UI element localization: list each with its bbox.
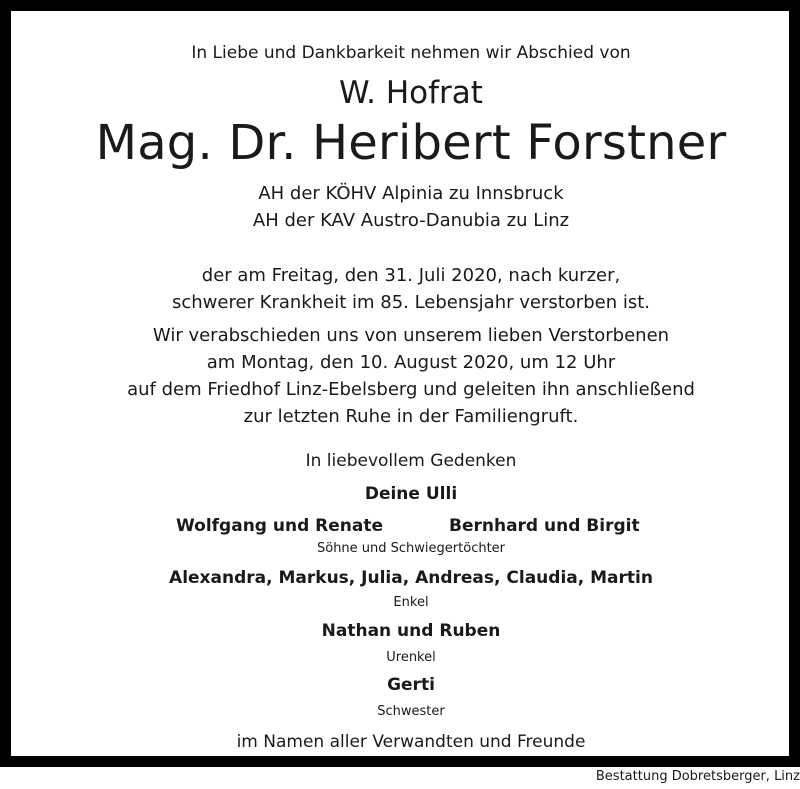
body-line: Wir verabschieden uns von unserem lieben Verstorbenen <box>152 325 670 346</box>
relation-label: Schwester <box>377 704 445 719</box>
intro-line: In Liebe und Dankbarkeit nehmen wir Abschied von <box>191 43 631 63</box>
body-line: am Montag, den 10. August 2020, um 12 Uhr <box>206 352 616 373</box>
relation-label: Söhne und Schwiegertöchter <box>316 541 506 556</box>
mourner-son-pair: Wolfgang und Renate <box>176 516 384 536</box>
body-line: der am Freitag, den 31. Juli 2020, nach kurzer, <box>201 265 621 286</box>
body-line: auf dem Friedhof Linz-Ebelsberg und geleiten ihn anschließend <box>127 379 695 400</box>
funeral-home-credit: Bestattung Dobretsberger, Linz <box>595 769 800 784</box>
body-line: schwerer Krankheit im 85. Lebensjahr verstorben ist. <box>171 292 650 313</box>
relation-label: Urenkel <box>386 650 436 665</box>
deceased-name: Mag. Dr. Heribert Forstner <box>95 115 727 171</box>
memory-line: In liebevollem Gedenken <box>305 451 517 471</box>
honorific-title: W. Hofrat <box>339 75 483 111</box>
mourner-grandchildren: Alexandra, Markus, Julia, Andreas, Claudia, Martin <box>169 568 653 588</box>
mourner-spouse: Deine Ulli <box>364 484 458 504</box>
body-line: zur letzten Ruhe in der Familiengruft. <box>243 406 579 427</box>
affiliation-line: AH der KAV Austro-Danubia zu Linz <box>252 210 570 231</box>
relation-label: Enkel <box>393 595 429 610</box>
mourner-sibling: Gerti <box>387 675 435 695</box>
mourner-son-pair: Bernhard und Birgit <box>449 516 640 536</box>
closing-line: im Namen aller Verwandten und Freunde <box>236 732 586 752</box>
mourner-great-grandchildren: Nathan und Ruben <box>321 621 501 641</box>
affiliation-line: AH der KÖHV Alpinia zu Innsbruck <box>258 183 564 204</box>
